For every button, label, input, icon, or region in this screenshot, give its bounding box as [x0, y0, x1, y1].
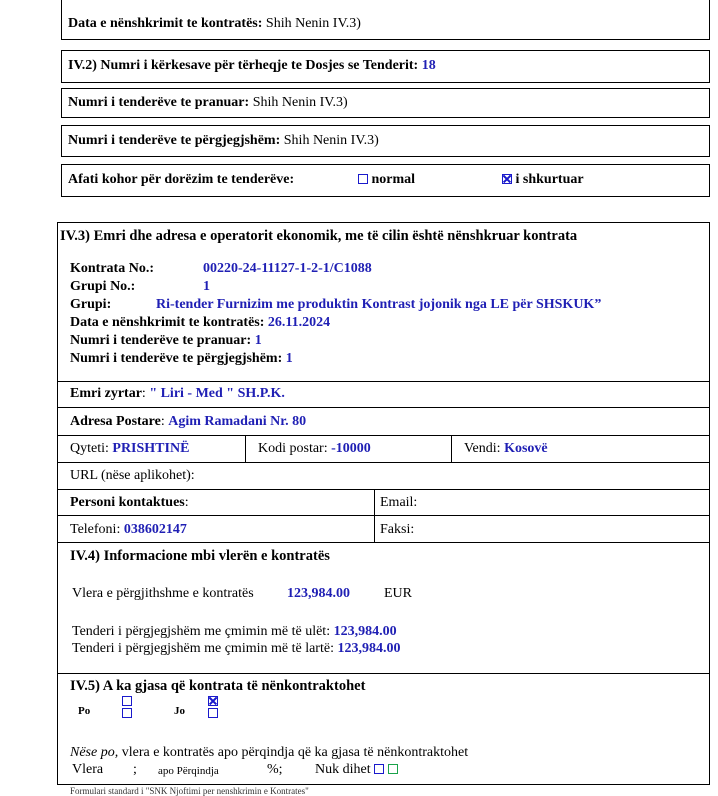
iv3-heading: IV.3) Emri dhe adresa e operatorit ekonomik, me të cilin është nënshkruar kontrata: [60, 228, 578, 244]
value: 18: [421, 58, 436, 73]
unknown-checkbox-blue[interactable]: [374, 764, 384, 774]
group-no-value: 1: [203, 279, 210, 294]
email-label: Email:: [380, 495, 418, 510]
percent-sign: %;: [267, 762, 283, 777]
sign-date-value: 26.11.2024: [267, 315, 331, 330]
unknown-checkbox-green[interactable]: [388, 764, 398, 774]
highest-label: Tenderi i përgjegjshëm me çmimin më të lartë:: [72, 641, 334, 656]
city-cell: [57, 435, 246, 463]
iv4-section: [57, 542, 710, 674]
no-label: Jo: [174, 705, 185, 717]
if-yes-italic: Nëse po,: [70, 745, 119, 760]
url-row: [57, 462, 710, 490]
total-label: Vlera e përgjithshme e kontratës: [72, 586, 254, 601]
normal-label: normal: [371, 172, 416, 187]
no-checkbox[interactable]: [208, 708, 218, 718]
address-row: Adresa Postare: Agim Ramadani Nr. 80: [57, 407, 710, 436]
postal-label: Kodi postar:: [258, 441, 328, 456]
country-cell: [451, 435, 710, 463]
sign-date-label: Data e nënshkrimit te kontratës:: [70, 315, 265, 330]
value: Shih Nenin IV.3): [252, 95, 348, 110]
normal-checkbox[interactable]: [358, 174, 368, 184]
group-value: Ri-tender Furnizim me produktin Kontrast jojonik nga LE për SHSKUK”: [156, 297, 602, 312]
top-row-deadline: [61, 164, 710, 197]
label: Numri i tenderëve te pranuar:: [68, 95, 250, 110]
unknown-label: Nuk dihet: [315, 762, 371, 777]
address-value: Agim Ramadani Nr. 80: [168, 414, 307, 429]
city-label: Qyteti:: [70, 441, 109, 456]
shortened-checkbox[interactable]: [502, 174, 512, 184]
city-value: PRISHTINË: [112, 441, 190, 456]
responsive-label: Numri i tenderëve te përgjegjshëm:: [70, 351, 283, 366]
received-label: Numri i tenderëve te pranuar:: [70, 333, 252, 348]
postal-cell: [245, 435, 452, 463]
responsive-value: 1: [285, 351, 293, 366]
url-label: URL (nëse aplikohet):: [70, 468, 195, 483]
country-value: Kosovë: [504, 441, 548, 456]
phone-label: Telefoni:: [70, 522, 121, 537]
yes-checkbox-top[interactable]: [122, 696, 132, 706]
semicolon: ;: [133, 762, 137, 777]
value: Shih Nenin IV.3): [283, 133, 379, 148]
top-row-received: [61, 88, 710, 118]
yes-checkbox-bottom[interactable]: [122, 708, 132, 718]
group-label: Grupi:: [70, 297, 112, 312]
value-label: Vlera: [72, 762, 104, 777]
label: Data e nënshkrimit te kontratës:: [68, 16, 263, 31]
fax-cell: [374, 515, 710, 543]
group-no-label: Grupi No.:: [70, 279, 136, 294]
official-name-label: Emri zyrtar: [70, 386, 142, 401]
contact-label: Personi kontaktues: [70, 495, 185, 510]
iv5-section: [57, 673, 710, 785]
official-name-value: " Liri - Med " SH.P.K.: [149, 386, 285, 401]
iv3-section: [57, 222, 710, 382]
email-cell: [374, 489, 710, 516]
total-value: 123,984.00: [287, 586, 350, 601]
yes-label: Po: [78, 705, 91, 717]
top-row-date: [61, 0, 710, 40]
label: IV.2) Numri i kërkesave për tërheqje te Dosjes se Tenderit:: [68, 58, 419, 73]
received-value: 1: [254, 333, 262, 348]
currency: EUR: [384, 586, 412, 601]
lowest-value: 123,984.00: [333, 624, 397, 639]
top-row-responsive: [61, 125, 710, 157]
contract-no-label: Kontrata No.:: [70, 261, 154, 276]
shortened-label: i shkurtuar: [515, 172, 584, 187]
if-yes-text: vlera e kontratës apo përqindja që ka gjasa të nënkontraktohet: [121, 745, 469, 760]
highest-value: 123,984.00: [337, 641, 401, 656]
lowest-label: Tenderi i përgjegjshëm me çmimin më të ulët:: [72, 624, 331, 639]
top-row-iv2: [61, 50, 710, 83]
official-name-row: Emri zyrtar: " Liri - Med " SH.P.K.: [57, 381, 710, 408]
iv5-heading: IV.5) A ka gjasa që kontrata të nënkontraktohet: [70, 678, 366, 694]
postal-value: -10000: [331, 441, 371, 456]
contact-cell: Personi kontaktues:: [57, 489, 375, 516]
contract-no-value: 00220-24-11127-1-2-1/C1088: [203, 261, 372, 276]
label: Numri i tenderëve te përgjegjshëm:: [68, 133, 281, 148]
value: Shih Nenin IV.3): [265, 16, 361, 31]
iv4-heading: IV.4) Informacione mbi vlerën e kontratës: [70, 548, 330, 564]
footer-label: Formulari standard i "SNK Njoftimi per nenshkrimin e Kontrates": [70, 786, 309, 796]
label: Afati kohor për dorëzim te tenderëve:: [68, 172, 295, 187]
phone-cell: [57, 515, 375, 543]
or-percent-label: apo Përqindja: [158, 765, 219, 777]
footer-text: [70, 786, 309, 796]
address-label: Adresa Postare: [70, 414, 161, 429]
phone-value: 038602147: [123, 522, 187, 537]
country-label: Vendi:: [464, 441, 501, 456]
no-checkbox-checked[interactable]: [208, 696, 218, 706]
fax-label: Faksi:: [380, 522, 415, 537]
